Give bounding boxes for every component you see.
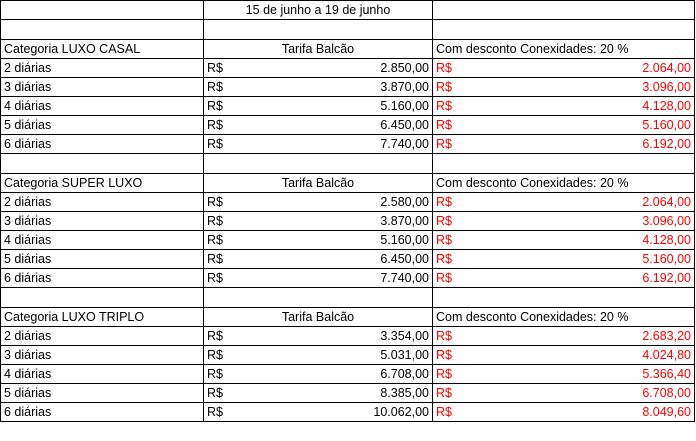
- discount-price-cell: [433, 250, 695, 269]
- category-header-row: [1, 40, 695, 59]
- counter-price-cell: [204, 116, 433, 135]
- table-row: [1, 193, 695, 212]
- spacer-row: [1, 20, 695, 40]
- discount-price-cell: [433, 231, 695, 250]
- stay-length: 5 diárias: [1, 384, 204, 403]
- currency-symbol: R$: [436, 80, 452, 94]
- currency-symbol: R$: [207, 233, 223, 247]
- currency-symbol: R$: [436, 118, 452, 132]
- table-row: [1, 346, 695, 365]
- counter-rate-header: Tarifa Balcão: [204, 40, 433, 59]
- counter-price-cell: [204, 250, 433, 269]
- currency-symbol: R$: [207, 80, 223, 94]
- discount-price-cell: [433, 135, 695, 154]
- discount-price: 3.096,00: [642, 80, 691, 94]
- category-header-row: [1, 308, 695, 327]
- empty-cell: [1, 288, 204, 308]
- currency-symbol: R$: [436, 61, 452, 75]
- discount-price: 5.366,40: [642, 367, 691, 381]
- discount-price: 2.683,20: [642, 329, 691, 343]
- currency-symbol: R$: [207, 367, 223, 381]
- discount-price-cell: [433, 59, 695, 78]
- category-label: Categoria SUPER LUXO: [1, 174, 204, 193]
- discount-price: 8.049,60: [642, 405, 691, 419]
- discount-price: 6.708,00: [642, 386, 691, 400]
- stay-length: 3 diárias: [1, 212, 204, 231]
- discount-price: 2.064,00: [642, 195, 691, 209]
- stay-length: 3 diárias: [1, 78, 204, 97]
- counter-price-cell: [204, 231, 433, 250]
- currency-symbol: R$: [436, 214, 452, 228]
- category-header-row: [1, 174, 695, 193]
- counter-price-cell: [204, 78, 433, 97]
- stay-length: 6 diárias: [1, 269, 204, 288]
- empty-cell: [204, 288, 433, 308]
- currency-symbol: R$: [207, 61, 223, 75]
- counter-price: 8.385,00: [380, 386, 429, 400]
- currency-symbol: R$: [436, 329, 452, 343]
- period-label: 15 de junho a 19 de junho: [204, 1, 433, 20]
- currency-symbol: R$: [207, 195, 223, 209]
- discount-price: 3.096,00: [642, 214, 691, 228]
- table-row: [1, 59, 695, 78]
- category-label: Categoria LUXO CASAL: [1, 40, 204, 59]
- spacer-row: [1, 154, 695, 174]
- discount-price: 6.192,00: [642, 271, 691, 285]
- counter-price-cell: [204, 97, 433, 116]
- empty-cell: [204, 154, 433, 174]
- counter-price: 2.580,00: [380, 195, 429, 209]
- counter-price-cell: [204, 212, 433, 231]
- empty-cell: [1, 154, 204, 174]
- stay-length: 2 diárias: [1, 59, 204, 78]
- discount-price-cell: [433, 403, 695, 422]
- currency-symbol: R$: [436, 367, 452, 381]
- counter-price-cell: [204, 59, 433, 78]
- counter-price-cell: [204, 346, 433, 365]
- counter-price: 6.708,00: [380, 367, 429, 381]
- discount-header: Com desconto Conexidades: 20 %: [433, 40, 695, 59]
- table-row: [1, 269, 695, 288]
- counter-price: 5.160,00: [380, 233, 429, 247]
- counter-price: 7.740,00: [380, 271, 429, 285]
- table-row: [1, 97, 695, 116]
- empty-cell: [433, 154, 695, 174]
- discount-price: 5.160,00: [642, 252, 691, 266]
- stay-length: 4 diárias: [1, 231, 204, 250]
- currency-symbol: R$: [436, 405, 452, 419]
- spacer-row: [1, 288, 695, 308]
- counter-price: 3.870,00: [380, 214, 429, 228]
- counter-price-cell: [204, 384, 433, 403]
- discount-price: 4.128,00: [642, 99, 691, 113]
- stay-length: 2 diárias: [1, 327, 204, 346]
- counter-price-cell: [204, 365, 433, 384]
- currency-symbol: R$: [436, 386, 452, 400]
- table-row: [1, 365, 695, 384]
- currency-symbol: R$: [207, 252, 223, 266]
- discount-price: 5.160,00: [642, 118, 691, 132]
- stay-length: 5 diárias: [1, 250, 204, 269]
- currency-symbol: R$: [207, 329, 223, 343]
- stay-length: 2 diárias: [1, 193, 204, 212]
- empty-cell: [433, 1, 695, 20]
- empty-cell: [1, 20, 204, 40]
- empty-cell: [433, 288, 695, 308]
- counter-rate-header: Tarifa Balcão: [204, 174, 433, 193]
- currency-symbol: R$: [436, 271, 452, 285]
- counter-price: 5.031,00: [380, 348, 429, 362]
- discount-header: Com desconto Conexidades: 20 %: [433, 174, 695, 193]
- counter-price: 3.870,00: [380, 80, 429, 94]
- counter-price: 10.062,00: [373, 405, 429, 419]
- counter-price-cell: [204, 403, 433, 422]
- stay-length: 6 diárias: [1, 403, 204, 422]
- table-row: [1, 403, 695, 422]
- table-row: [1, 135, 695, 154]
- currency-symbol: R$: [436, 99, 452, 113]
- counter-rate-header: Tarifa Balcão: [204, 308, 433, 327]
- currency-symbol: R$: [207, 137, 223, 151]
- table-row: [1, 116, 695, 135]
- currency-symbol: R$: [207, 405, 223, 419]
- empty-cell: [1, 1, 204, 20]
- currency-symbol: R$: [207, 386, 223, 400]
- discount-price-cell: [433, 193, 695, 212]
- discount-price: 4.128,00: [642, 233, 691, 247]
- period-row: [1, 1, 695, 20]
- counter-price-cell: [204, 269, 433, 288]
- counter-price: 6.450,00: [380, 118, 429, 132]
- stay-length: 3 diárias: [1, 346, 204, 365]
- discount-price: 2.064,00: [642, 61, 691, 75]
- currency-symbol: R$: [436, 137, 452, 151]
- table-row: [1, 78, 695, 97]
- counter-price: 3.354,00: [380, 329, 429, 343]
- counter-price: 7.740,00: [380, 137, 429, 151]
- empty-cell: [204, 20, 433, 40]
- table-row: [1, 384, 695, 403]
- discount-price-cell: [433, 384, 695, 403]
- discount-header: Com desconto Conexidades: 20 %: [433, 308, 695, 327]
- counter-price: 2.850,00: [380, 61, 429, 75]
- discount-price-cell: [433, 327, 695, 346]
- counter-price: 5.160,00: [380, 99, 429, 113]
- currency-symbol: R$: [436, 252, 452, 266]
- table-row: [1, 212, 695, 231]
- stay-length: 4 diárias: [1, 97, 204, 116]
- table-row: [1, 231, 695, 250]
- discount-price-cell: [433, 97, 695, 116]
- currency-symbol: R$: [207, 118, 223, 132]
- discount-price: 4.024,80: [642, 348, 691, 362]
- discount-price-cell: [433, 212, 695, 231]
- discount-price-cell: [433, 116, 695, 135]
- table-row: [1, 250, 695, 269]
- counter-price: 6.450,00: [380, 252, 429, 266]
- currency-symbol: R$: [207, 99, 223, 113]
- stay-length: 5 diárias: [1, 116, 204, 135]
- currency-symbol: R$: [207, 348, 223, 362]
- discount-price: 6.192,00: [642, 137, 691, 151]
- category-label: Categoria LUXO TRIPLO: [1, 308, 204, 327]
- currency-symbol: R$: [207, 214, 223, 228]
- discount-price-cell: [433, 269, 695, 288]
- counter-price-cell: [204, 135, 433, 154]
- currency-symbol: R$: [436, 348, 452, 362]
- stay-length: 4 diárias: [1, 365, 204, 384]
- currency-symbol: R$: [207, 271, 223, 285]
- counter-price-cell: [204, 327, 433, 346]
- discount-price-cell: [433, 346, 695, 365]
- discount-price-cell: [433, 78, 695, 97]
- table-row: [1, 327, 695, 346]
- discount-price-cell: [433, 365, 695, 384]
- counter-price-cell: [204, 193, 433, 212]
- stay-length: 6 diárias: [1, 135, 204, 154]
- currency-symbol: R$: [436, 233, 452, 247]
- empty-cell: [433, 20, 695, 40]
- currency-symbol: R$: [436, 195, 452, 209]
